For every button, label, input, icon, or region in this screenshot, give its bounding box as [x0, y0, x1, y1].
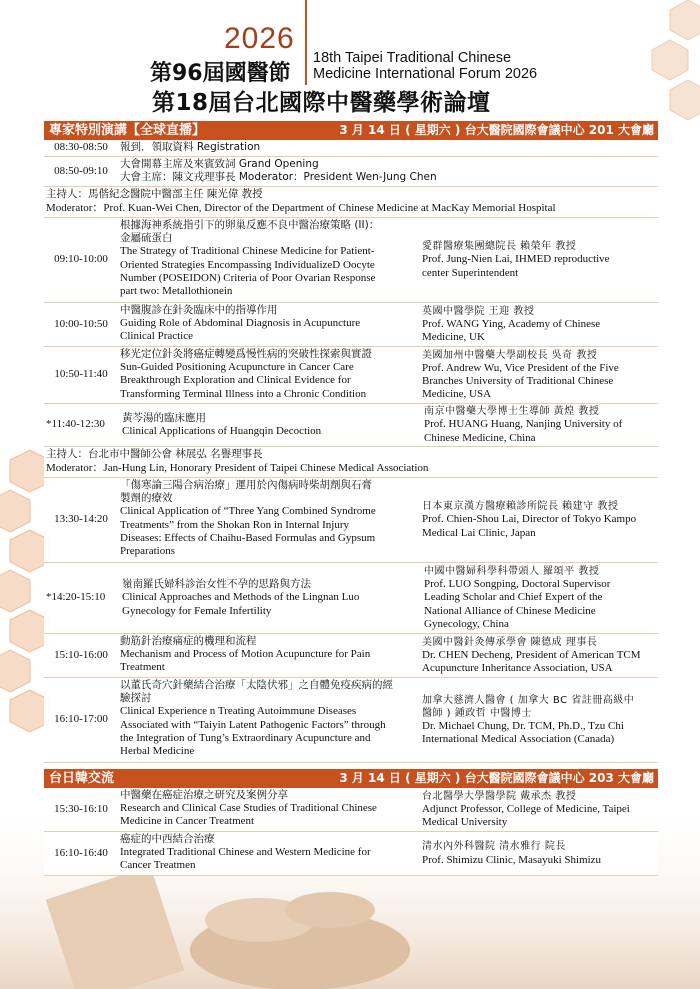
moderator-zh: 主持人：台北市中醫師公會 林展弘 名譽理事長 [46, 448, 263, 460]
speaker [420, 634, 658, 677]
table-row [44, 218, 658, 303]
topic-en: the Integration of Tung’s Extraordinary Acupuncture and [120, 731, 371, 744]
time-slot: 09:10-10:00 [54, 253, 108, 266]
page-header [0, 0, 700, 118]
table-row [44, 563, 658, 634]
topic-en: The Strategy of Traditional Chinese Medicine for Patient- [120, 245, 375, 258]
time-slot: 15:10-16:00 [54, 648, 108, 661]
table-row [44, 678, 658, 763]
topic-zh: 根據海神系統指引下的卵巢反應不良中醫治療策略 (II)： [120, 219, 380, 231]
topic-en: Treatments” from the Shokan Ron in Internal Injury [120, 518, 350, 531]
forum-title-en-line2: Medicine International Forum 2026 [313, 66, 538, 82]
forum-title-en-line1: 18th Taipei Traditional Chinese [313, 50, 512, 66]
topic-text: 大會開幕主席及來賓致詞 Grand Opening [120, 158, 319, 170]
topic-text: 大會主席：陳文戎理事長 Moderator：President Wen-Jung Chen [120, 171, 437, 184]
speaker [420, 478, 658, 562]
speaker-zh: 加拿大慈濟人醫會 ( 加拿大 BC 省註冊高級中 [422, 694, 635, 706]
time-slot: *11:40-12:30 [46, 418, 105, 431]
moderator-row [44, 447, 658, 478]
topic [118, 157, 658, 186]
topic-en: Gynecology for Female Infertility [122, 604, 272, 617]
section-venue: 3 月 14 日 ( 星期六 ) 台大醫院國際會議中心 201 大會廳 [339, 123, 654, 137]
topic-zh: 金屬硫蛋白 [120, 232, 173, 245]
topic-en: Guiding Role of Abdominal Diagnosis in Acupuncture [120, 317, 361, 330]
time-slot: 08:30-08:50 [54, 141, 108, 154]
speaker-zh: 醫師 ) 鍾政哲 中醫博士 [422, 707, 532, 719]
speaker-zh: 英國中醫學院 王迎 教授 [422, 305, 535, 317]
topic-en: Number (POSEIDON) Criteria of Poor Ovarian Response [120, 271, 376, 284]
topic-en: Diseases: Effects of Chaihu-Based Formulas and Gypsum [120, 531, 376, 544]
speaker [420, 788, 658, 831]
topic [118, 788, 420, 831]
topic-en: Sun-Guided Positioning Acupuncture in Cancer Care [120, 361, 354, 374]
section-exchange [44, 769, 658, 876]
year: 2026 [224, 22, 295, 55]
topic-en: Preparations [120, 545, 175, 558]
topic-en: Clinical Approaches and Methods of the Lingnan Luo [122, 591, 360, 604]
topic [118, 634, 420, 677]
section-keynote [44, 121, 658, 763]
topic-zh: 以董氏奇穴針藥結合治療「太陰伏邪」之自體免疫疾病的經 [120, 679, 393, 691]
time-slot: *14:20-15:10 [46, 591, 106, 604]
topic-en: Herbal Medicine [120, 745, 195, 758]
time-slot: 15:30-16:10 [54, 802, 108, 815]
speaker-en: Dr. Michael Chung, Dr. TCM, Ph.D., Tzu Chi [422, 720, 624, 732]
topic-en: Clinical Practice [120, 330, 193, 343]
moderator-en: Moderator：Prof. Kuan-Wei Chen, Director of the Department of Chinese Medicine at MacKay Memorial Hospital [46, 201, 556, 214]
speaker-en: Medicine, UK [422, 331, 485, 344]
table-row [44, 478, 658, 563]
topic-en: Clinical Application of “Three Yang Combined Syndrome [120, 505, 376, 518]
topic-zh: 嶺南羅氏婦科診治女性不孕的思路與方法 [122, 578, 311, 591]
speaker-en: Chinese Medicine, China [424, 431, 536, 444]
speaker-zh: 清水內外科醫院 清水雅行 院長 [422, 841, 566, 853]
topic-zh: 動筋針治療痛症的機理和流程 [120, 635, 257, 647]
speaker-en: Adjunct Professor, College of Medicine, Taipei [422, 802, 630, 815]
section-header [44, 769, 658, 788]
topic [120, 404, 422, 446]
topic-zh: 黃芩湯的臨床應用 [122, 411, 206, 424]
speaker-zh: 愛群醫療集團總院長 賴榮年 教授 [422, 241, 577, 253]
speaker-zh: 日本東京漢方醫療賴診所院長 賴建守 教授 [422, 501, 619, 513]
section-title: 台日韓交流 [49, 771, 115, 786]
section-venue: 3 月 14 日 ( 星期六 ) 台大醫院國際會議中心 203 大會廳 [339, 771, 654, 785]
time-slot: 10:00-10:50 [54, 317, 108, 330]
speaker-zh: 台北醫學大學醫學院 戴承杰 教授 [422, 790, 577, 802]
topic [118, 347, 420, 403]
speaker-en: Branches University of Traditional Chinese [422, 375, 614, 387]
topic-en: Integrated Traditional Chinese and Western Medicine for [120, 846, 371, 859]
topic-en: Oriented Strategies Encompassing IndividualizeD Oocyte [120, 258, 375, 271]
speaker-zh: 美國中醫針灸傳承學會 陳德成 理事長 [422, 636, 598, 648]
speaker-en: Leading Scholar and Chief Expert of the [424, 591, 603, 604]
topic-en: Research and Clinical Case Studies of Traditional Chinese [120, 802, 377, 815]
speaker-en: Medical University [422, 816, 508, 829]
moderator-zh: 主持人：馬偕紀念醫院中醫部主任 陳光偉 教授 [46, 188, 263, 200]
topic [118, 478, 420, 562]
speaker [422, 563, 658, 633]
moderator-row [44, 187, 658, 218]
time-slot: 10:50-11:40 [54, 368, 108, 381]
topic-zh: 驗探討 [120, 692, 152, 705]
festival-title: 第96屆國醫節 [150, 61, 291, 86]
topic-text: 報到．領取資料 Registration [120, 141, 261, 153]
speaker-en: Dr. CHEN Decheng, President of American TCM [422, 648, 641, 661]
speaker-en: Medicine, USA [422, 388, 492, 401]
topic [118, 832, 420, 875]
topic [118, 303, 420, 346]
speaker [420, 832, 658, 875]
speaker-en: International Medical Association (Canada) [422, 733, 615, 746]
time-slot: 13:30-14:20 [54, 513, 108, 526]
time-slot: 08:50-09:10 [54, 164, 108, 177]
speaker-en: Prof. Jung-Nien Lai, IHMED reproductive [422, 253, 610, 266]
topic-zh: 製劑的療效 [120, 492, 173, 505]
section-header [44, 121, 658, 140]
topic-en: Cancer Treatmen [120, 859, 196, 872]
speaker [420, 347, 658, 403]
topic-zh: 中醫腹診在針灸臨床中的指導作用 [120, 304, 278, 316]
table-row [44, 404, 658, 447]
speaker-en: Prof. WANG Ying, Academy of Chinese [422, 317, 601, 330]
speaker [420, 218, 658, 302]
time-slot: 16:10-16:40 [54, 846, 108, 859]
speaker [422, 404, 658, 446]
speaker-en: Prof. LUO Songping, Doctoral Supervisor [424, 578, 611, 591]
table-row [44, 634, 658, 678]
table-row [44, 788, 658, 832]
topic-en: Transforming Terminal Illness into a Chronic Condition [120, 387, 367, 400]
topic-zh: 中醫藥在癌症治療之研究及案例分享 [120, 789, 288, 801]
topic [120, 563, 422, 633]
topic-en: part two: Metallothionein [120, 285, 233, 298]
speaker-en: Medical Lai Clinic, Japan [422, 526, 536, 539]
speaker-en: National Alliance of Chinese Medicine [424, 604, 596, 617]
table-row [44, 347, 658, 404]
forum-title-en [313, 50, 537, 82]
moderator-en: Moderator：Jan-Hung Lin, Honorary President of Taipei Chinese Medical Association [46, 461, 429, 474]
speaker-zh: 中國中醫婦科學科帶頭人 羅頌平 教授 [424, 565, 600, 577]
speaker-zh: 美國加州中醫藥大學副校長 吳奇 教授 [422, 349, 598, 361]
topic-en: Mechanism and Process of Motion Acupuncture for Pain [120, 648, 371, 661]
speaker-en: Gynecology, China [424, 617, 509, 630]
time-slot: 16:10-17:00 [54, 713, 108, 726]
topic-en: Treatment [120, 661, 165, 674]
table-row [44, 140, 658, 157]
speaker-en: Prof. Chien-Shou Lai, Director of Tokyo Kampo [422, 513, 637, 526]
speaker-en: Acupuncture Inheritance Association, USA [422, 662, 613, 675]
topic-en: Breakthrough Exploration and Clinical Evidence for [120, 374, 351, 387]
speaker-en: Prof. Andrew Wu, Vice President of the Five [422, 361, 619, 374]
divider-line [305, 0, 307, 85]
speaker [420, 303, 658, 346]
topic [118, 678, 420, 762]
topic [118, 140, 658, 156]
forum-title-zh: 第18屆台北國際中醫藥學術論壇 [152, 90, 491, 116]
decorative-hexagons [0, 440, 50, 760]
topic-zh: 癌症的中西結合治療 [120, 833, 215, 845]
speaker-en: center Superintendent [422, 266, 519, 279]
section-title: 專家特別演講【全球直播】 [49, 123, 206, 138]
speaker-zh: 南京中醫藥大學博士生導師 黃煌 教授 [424, 406, 600, 418]
speaker-en: Prof. HUANG Huang, Nanjing University of [424, 418, 623, 431]
topic-en: Clinical Experience n Treating Autoimmune Diseases [120, 705, 357, 718]
table-row [44, 157, 658, 187]
topic-en: Clinical Applications of Huangqin Decoction [122, 425, 322, 437]
speaker [420, 678, 658, 762]
topic-en: Associated with “Taiyin Latent Pathogenic Factors” through [120, 718, 386, 731]
table-row [44, 832, 658, 876]
table-row [44, 303, 658, 347]
topic-en: Medicine in Cancer Treatment [120, 815, 255, 828]
speaker-en: Prof. Shimizu Clinic, Masayuki Shimizu [422, 853, 602, 866]
topic-zh: 移光定位針灸將癌症轉變爲慢性病的突破性探索與實證 [120, 348, 372, 360]
topic [118, 218, 420, 302]
topic-zh: 「傷寒論三陽合病治療」運用於內傷病時柴胡劑與石膏 [120, 479, 372, 491]
